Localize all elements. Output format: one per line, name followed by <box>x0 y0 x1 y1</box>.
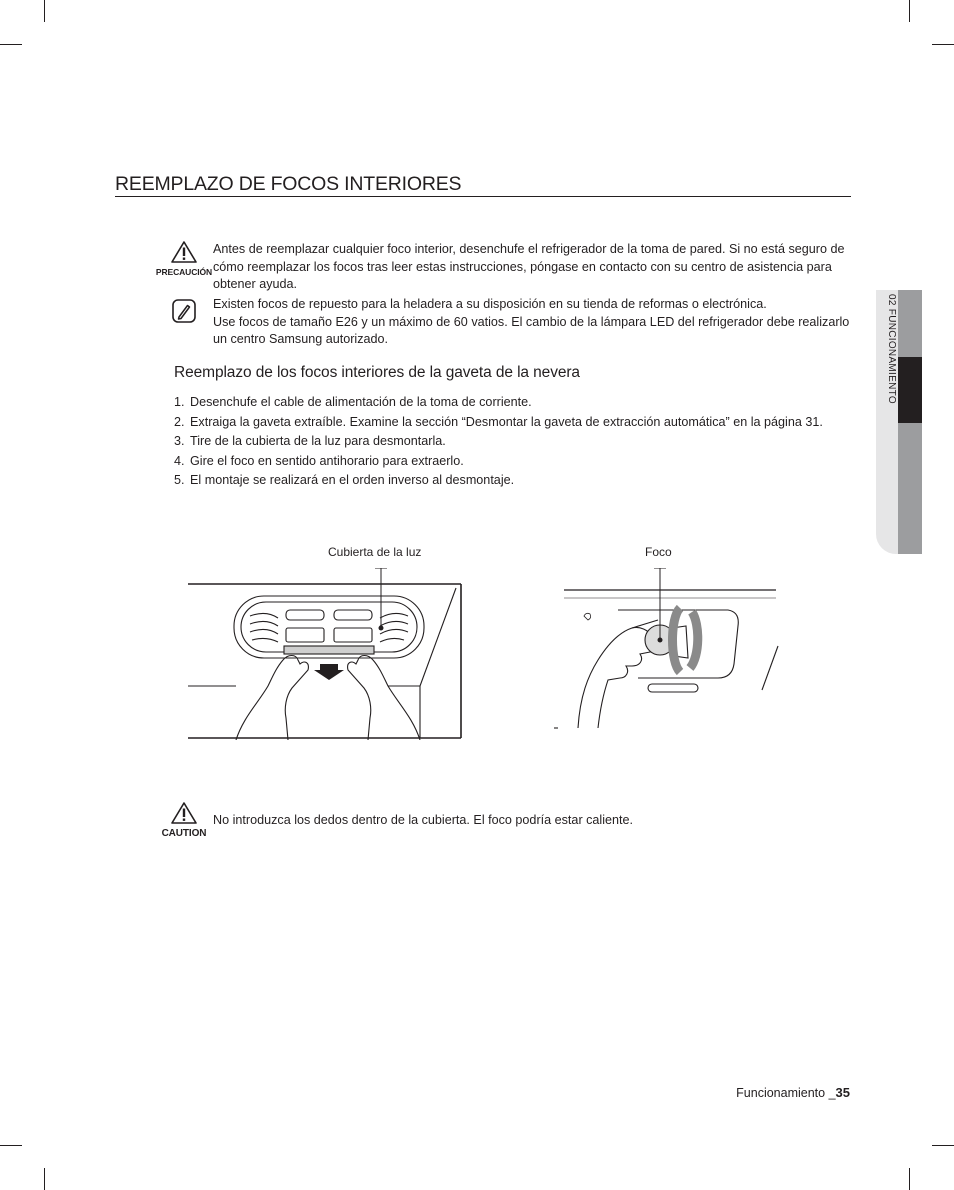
list-item <box>174 413 834 433</box>
list-item <box>174 432 834 452</box>
crop-mark <box>909 0 910 22</box>
caution-label: PRECAUCIÓN <box>155 267 213 277</box>
caution-text <box>213 241 853 294</box>
page-title: REEMPLAZO DE FOCOS INTERIORES <box>115 172 851 197</box>
caution-paragraph: No introduzca los dedos dentro de la cubierta. El foco podría estar caliente. <box>213 813 634 827</box>
crop-mark <box>44 0 45 22</box>
list-item <box>174 471 834 491</box>
footer-section-name: Funcionamiento _ <box>736 1086 836 1100</box>
step-number: 4. <box>174 453 185 468</box>
step-number: 5. <box>174 473 185 487</box>
step-number: 1. <box>174 395 185 409</box>
page-footer <box>736 1085 850 1100</box>
list-item <box>174 393 834 413</box>
step-number: 3. <box>174 434 185 448</box>
caution-paragraph: Antes de reemplazar cualquier foco interior, desenchufe el refrigerador de la toma de pared. Si no está seguro de cómo reemplazar los focos tras leer estas instrucciones, póngase en contacto con su centro de asistencia para obtener ayuda. <box>213 242 845 291</box>
crop-mark <box>44 1168 45 1190</box>
step-text: Gire el foco en sentido antihorario para extraerlo. <box>190 453 464 468</box>
pencil-note-icon <box>172 299 196 323</box>
steps-list <box>174 393 834 491</box>
warning-triangle-icon <box>171 241 197 263</box>
step-text: Extraiga la gaveta extraíble. Examine la sección “Desmontar la gaveta de extracción automática” en la página 31. <box>190 414 823 429</box>
info-line-2: Use focos de tamaño E26 y un máximo de 60 vatios. El cambio de la lámpara LED del refrigerador debe realizarlo un centro Samsung autorizado. <box>213 314 850 346</box>
caution-text <box>213 812 853 830</box>
step-text: Tire de la cubierta de la luz para desmontarla. <box>190 434 446 448</box>
crop-mark <box>932 1145 954 1146</box>
caution-label: CAUTION <box>161 828 207 839</box>
page-number: 35 <box>835 1085 850 1100</box>
info-text <box>213 296 853 349</box>
list-item <box>174 452 834 472</box>
info-line-1: Existen focos de repuesto para la heladera a su disposición en su tienda de reformas o electrónica. <box>213 297 767 311</box>
light-cover-illustration <box>188 568 468 740</box>
figure-label-light-cover: Cubierta de la luz <box>328 545 422 559</box>
figure-label-bulb: Foco <box>645 545 672 559</box>
section-subheading: Reemplazo de los focos interiores de la gaveta de la nevera <box>174 364 580 381</box>
caution-icon-block <box>155 241 213 277</box>
side-tab-marker <box>898 357 922 423</box>
crop-mark <box>0 1145 22 1146</box>
side-tab-label: 02 FUNCIONAMIENTO <box>886 294 897 404</box>
info-icon-block <box>155 296 213 328</box>
caution-icon-block <box>155 802 213 839</box>
crop-mark <box>932 44 954 45</box>
crop-mark <box>909 1168 910 1190</box>
bulb-removal-illustration <box>548 568 788 738</box>
crop-mark <box>0 44 22 45</box>
step-text: El montaje se realizará en el orden inverso al desmontaje. <box>190 473 515 487</box>
step-text: Desenchufe el cable de alimentación de la toma de corriente. <box>190 395 532 409</box>
warning-triangle-icon <box>171 802 197 824</box>
step-number: 2. <box>174 414 185 429</box>
